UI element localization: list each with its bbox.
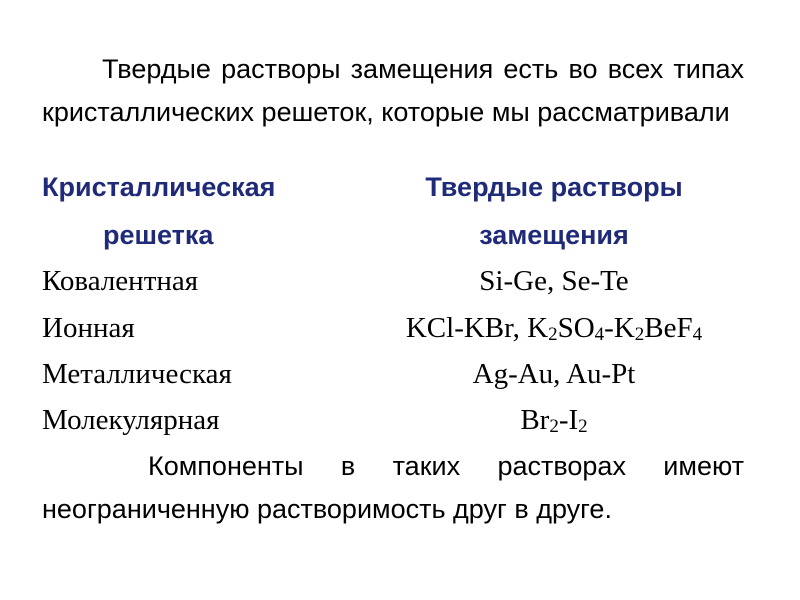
header-lattice-line2: решетка xyxy=(103,220,214,250)
row-solutions: $Br_2-I_2$ xyxy=(520,404,588,437)
row-solutions: Ag-Au, Au-Pt xyxy=(472,358,636,390)
header-solutions-line2: замещения xyxy=(479,220,629,250)
row-solutions: Si-Ge, Se-Te xyxy=(479,265,629,297)
row-lattice: Молекулярная xyxy=(42,404,220,436)
row-lattice: Ионная xyxy=(42,312,135,344)
header-solutions-line1: Твердые растворы xyxy=(425,172,683,202)
outro-paragraph: Компоненты в таких растворах имеют неограниченную растворимость друг в друге. xyxy=(42,451,744,524)
intro-paragraph: Твердые растворы замещения есть во всех типах кристаллических решеток, которые мы рассматривали xyxy=(42,54,744,127)
row-lattice: Ковалентная xyxy=(42,265,199,297)
row-lattice: Металлическая xyxy=(42,358,232,390)
row-solutions: KCl-KBr, $K_2SO_4-K_2BeF_4$ xyxy=(405,312,703,345)
header-lattice-line1: Кристаллическая xyxy=(42,172,276,202)
